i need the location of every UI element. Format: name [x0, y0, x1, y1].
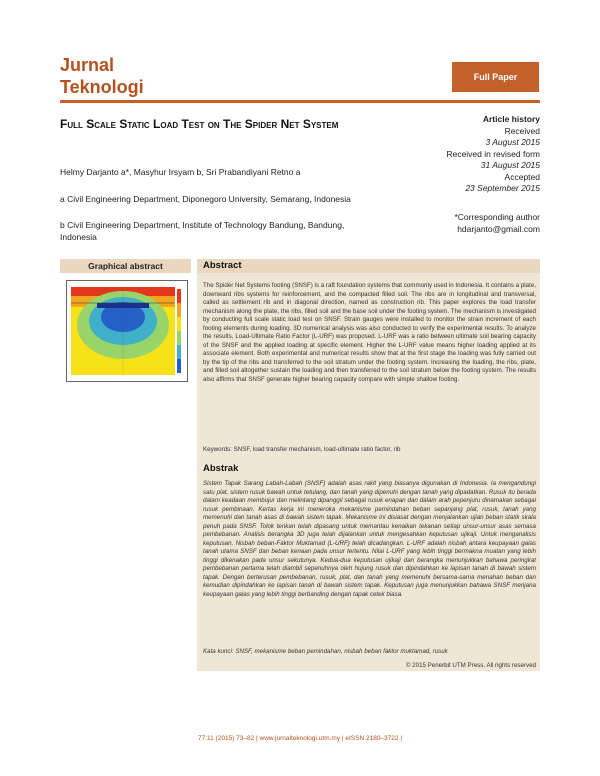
revised-label: Received in revised form — [446, 148, 540, 159]
accepted-date: 23 September 2015 — [465, 183, 540, 193]
abstract-text: The Spider Net Systems footing (SNSF) is a raft foundation systems that commonly used in Indonesia. It contains a plate, downward ribs systems for reinforcement, and the compacted filled soil. The ribs are in longitudinal and transversal, called as settlement rib and in diagonal direction, named as construction rib. This paper explores the load transfer mechanism along the plate, the ribs, filled soil and the base soil under the footing system. The mechanism is investigated by conducting full scale static load test on SNSF. Strain gauges were installed to monitor the strain increment of each footing elements during loading. 3D numerical analysis was also conducted to verify the experimental results. To analyze the results, Load-Ultimate Ratio Factor (L-URF) was proposed. L-URF was a ratio between ultimate soil bearing capacity of the SNSF and the applied loading at specific element. Higher the L-URF value means higher loading applied at its associate element. Both experimental and numerical results show that at the first stage the loading was fully carried out by the tip of the ribs and transferred to the soil stratum under the footing system. Increasing the loading, the ribs, plate, and filled soil altogether sustain the loading and then transferred to the soil stratum below the footing system. The results also affirms that SNSF generate higher bearing capacity compare with simple shallow footing. — [203, 282, 536, 383]
abstract-title: Abstract — [203, 260, 242, 271]
corresponding-email[interactable]: hdarjanto@gmail.com — [457, 223, 540, 234]
abstrak-title: Abstrak — [203, 463, 239, 474]
header-divider — [60, 100, 540, 103]
revised-date: 31 August 2015 — [480, 160, 540, 170]
abstract-panel-header — [197, 259, 540, 273]
received-date: 3 August 2015 — [485, 137, 540, 147]
journal-name-line1: Jurnal — [60, 55, 115, 75]
received-label: Received — [504, 125, 540, 136]
graphical-abstract-image — [66, 280, 188, 382]
full-paper-badge: Full Paper — [452, 62, 539, 92]
paper-title: Full Scale Static Load Test on The Spider Net System — [60, 117, 339, 131]
graphical-abstract-title: Graphical abstract — [60, 259, 191, 273]
abstract-keywords: Keywords: SNSF, load transfer mechanism, load-ultimate ratio factor, rib — [203, 446, 401, 453]
journal-name — [60, 54, 144, 98]
stress-contour-figure — [67, 281, 187, 381]
journal-name-line2: Teknologi — [60, 77, 144, 97]
author-list: Helmy Darjanto a*, Masyhur Irsyam b, Sri Prabandiyani Retno a — [60, 167, 301, 177]
article-history — [390, 114, 540, 195]
affiliation-a: a Civil Engineering Department, Diponegoro University, Semarang, Indonesia — [60, 194, 351, 204]
abstrak-keywords: Kata kunci: SNSF, mekanisme beban pemindahan, nisbah beban faktor muktamad, rusuk — [203, 648, 448, 655]
affiliation-b: b Civil Engineering Department, Institute of Technology Bandung, Bandung, Indonesia — [60, 220, 345, 242]
corresponding-author — [380, 212, 540, 235]
corresponding-label: *Corresponding author — [454, 212, 540, 222]
history-title: Article history — [482, 114, 540, 124]
page-footer: 77:11 (2015) 73–82 | www.jurnalteknologi.utm.my | eISSN 2180–3722 | — [197, 735, 403, 742]
abstrak-text: Sistem Tapak Sarang Labah-Labah (SNSF) adalah asas rakit yang biasanya digunakan di Indonesia. Ia mengandungi satu plat, sistem rusuk bawah untuk tetulang, dan tanah yang dipenuhi dengan tanah yang dipadatkan. Rusuk itu berada dalam keadaan membujur dan melintang dipanggil sebagai rusuk enapan dan dalam arah pepenjuru dinamakan sebagai rusuk pembinaan. Kertas kerja ini meneroka mekanisme pemindahan beban sepanjang plat, rusuk, tanah yang memenuhi dan tanah asas di bawah sistem tapak. Mekanisme ini disiasat dengan menjalankan ujian beban statik skala penuh pada SNSF. Tolok terikan telah dipasang untuk memantau kenaikan tekanan setiap unsur-unsur asas semasa pembebanan. Analisis berangka 3D juga telah dijalankan untuk mengesahkan keputusan ujikaji. Untuk menganalisis keputusan, Nisbah beban-Faktor Muktamad (L-URF) telah dicadangkan. L-URF adalah nisbah antara keupayaan galas tanah utama SNSF dan beban kenaan pada unsur tertentu. Nilai L-URF yang lebih tinggi bermakna muatan yang lebih tinggi dikenakan pada unsur sekutunya. Kedua-dua keputusan ujikaji dan berangka menunjukkan bahawa peringkat pembebanan pertama telah diambil sepenuhnya oleh hujung rusuk dan dipindahkan ke lapisan tanah di bawah sistem tapak. Dengan berterusan pembebanan, rusuk, plat, dan tanah yang memenuhi bersama-sama menahan beban dan kemudian dipindahkan ke lapisan tanah di bawah sistem tapak. Keputusan juga menunjukkan bahawa SNSF menjana keupayaan galas yang lebih tinggi berbanding dengan tapak cetek biasa. — [203, 480, 536, 598]
accepted-label: Accepted — [504, 171, 540, 182]
copyright-notice: © 2015 Penerbit UTM Press. All rights reserved — [405, 662, 536, 669]
